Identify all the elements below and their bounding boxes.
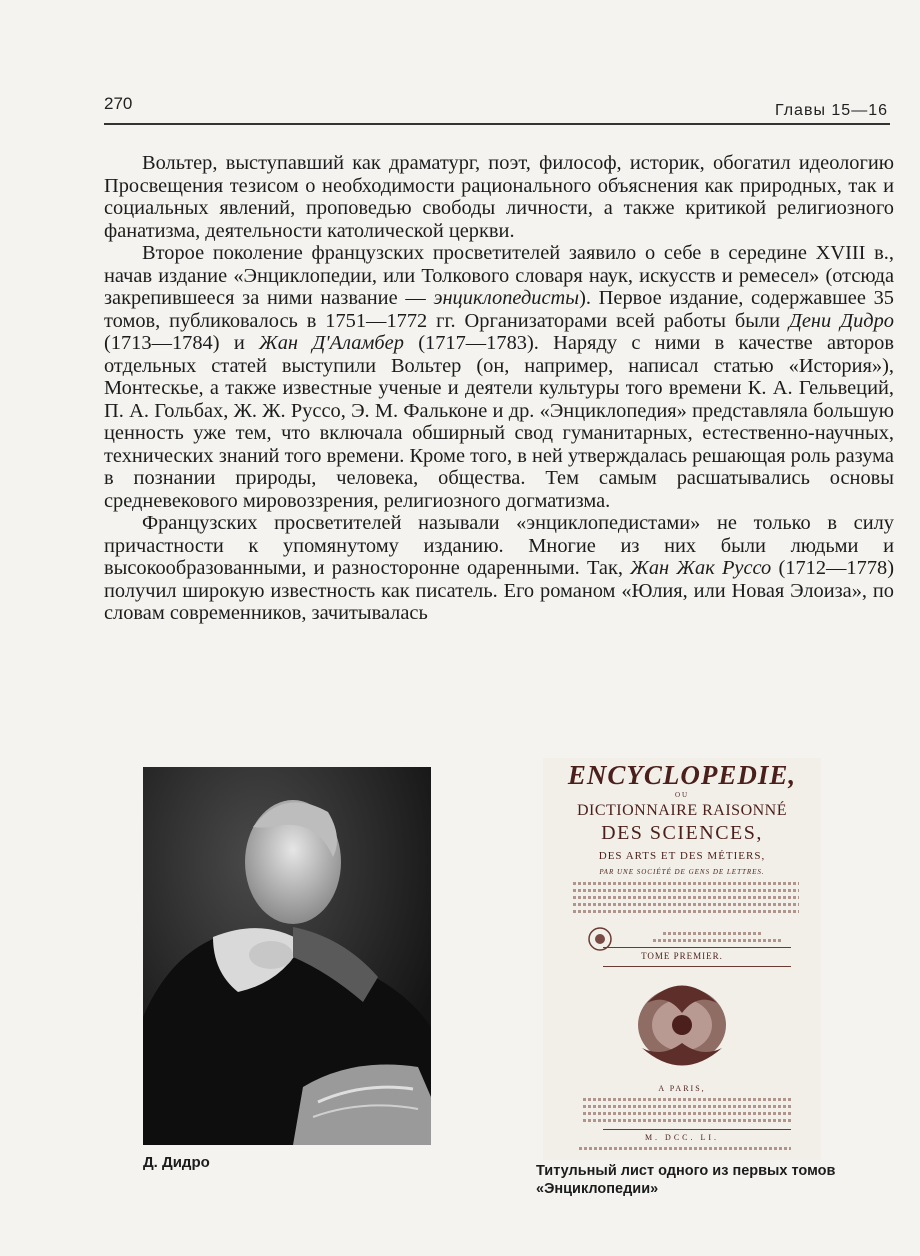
title-page-epigraph: [663, 932, 761, 935]
title-page-fine-print: [573, 910, 799, 913]
title-page-line-4: DES SCIENCES,: [601, 822, 763, 844]
title-page-line-6: PAR UNE SOCIÉTÉ DE GENS DE LETTRES.: [599, 868, 765, 876]
title-page-rule: [603, 947, 791, 948]
title-page-epigraph: [653, 939, 781, 942]
title-page-fine-print: [573, 903, 799, 906]
title-page-fine-print: [573, 896, 799, 899]
paragraph-encyclopedia: [104, 242, 894, 512]
paragraph-3-text-b: (1712—1778) получил широкую известность как писатель. Его романом «Юлия, или Новая Элоиза», по словам современников, зачитывалась: [104, 557, 895, 624]
name-dalembert: Жан Д'Аламбер: [259, 332, 404, 354]
portrait-illustration: [143, 767, 431, 1145]
term-encyclopedists: энциклопедисты: [433, 287, 580, 309]
paragraph-voltaire: [104, 152, 894, 242]
vignette-ornament-icon: [627, 973, 737, 1073]
page-number: 270: [104, 94, 133, 113]
title-page-privilege: [579, 1147, 791, 1150]
body-text: [104, 152, 894, 625]
name-diderot: Дени Дидро: [788, 309, 894, 332]
paragraph-encyclopedists: [104, 512, 894, 625]
title-page-year: M. DCC. LI.: [644, 1133, 720, 1142]
title-page-line-1: ENCYCLOPEDIE,: [567, 760, 797, 790]
page-header: [104, 92, 890, 124]
title-page-rule: [603, 966, 791, 967]
title-page-line-5: DES ARTS ET DES MÉTIERS,: [598, 850, 766, 862]
portrait-caption: Д. Дидро: [143, 1154, 210, 1171]
paragraph-2-text-a: Второе поколение французских просветителей заявило о себе в середине XVIII в., начав издание «Энциклопедии, или Толкового словаря наук, искусств и ремесел» (отсюда закрепившееся за ними название —: [104, 242, 894, 309]
paragraph-2-text-c: (1713—1784) и: [104, 332, 260, 354]
header-rule: [104, 123, 890, 125]
title-page-tome: TOME PREMIER.: [641, 951, 723, 961]
title-page-caption: Титульный лист одного из первых томов «Энциклопедии»: [536, 1163, 836, 1197]
title-page-publishers: [583, 1119, 793, 1122]
title-page-fine-print: [573, 889, 799, 892]
title-page-line-3: DICTIONNAIRE RAISONNÉ: [576, 802, 788, 819]
title-page-line-2: OU: [674, 791, 690, 799]
title-page-publishers: [583, 1105, 793, 1108]
title-page-city: A PARIS,: [658, 1084, 706, 1093]
title-page-publishers: [583, 1112, 793, 1115]
printer-seal-icon: [587, 926, 613, 952]
title-page-publishers: [583, 1098, 793, 1101]
diderot-portrait: [143, 767, 431, 1145]
running-head: Главы 15—16: [774, 102, 888, 119]
paragraph-2-text-d: (1717—1783). Наряду с ними в качестве авторов отдельных статей выступили Вольтер (он, например, написал статью «История»), Монтескье, а также известные ученые и деятели культуры того времени К. А. Гельвеций, П. А. Гольбах, Ж. Ж. Руссо, Э. М. Фальконе и др. «Энциклопедия» представляла большую ценность уже тем, что включала обширный свод гуманитарных, естественно-научных, технических знаний того времени. Кроме того, в ней утверждалась решающая роль разума в познании природы, человека, общества. Тем самым расшатывались основы средневекового мировоззрения, религиозного догматизма.: [104, 332, 894, 512]
title-page-fine-print: [573, 882, 799, 885]
paragraph-2-text-b: ). Первое издание, содержавшее 35 томов, публиковалось в 1751—1772 гг. Организаторами всей работы были: [104, 287, 895, 332]
paragraph-3-text-a: Французских просветителей называли «энциклопедистами» не только в силу причастности к упомянутому изданию. Многие из них были людьми и высокообразованными, и разносторонне одаренными. Так,: [104, 512, 894, 579]
paragraph-1-text: Вольтер, выступавший как драматург, поэт, философ, историк, обогатил идеологию Просвещения тезисом о необходимости рационального объяснения как природных, так и социальных явлений, проповедью свободы личности, а также критикой религиозного фанатизма, деятельности католической церкви.: [104, 152, 894, 242]
encyclopedie-title-page: [543, 758, 821, 1160]
name-rousseau: Жан Жак Руссо: [630, 557, 772, 579]
title-page-rule: [603, 1129, 791, 1130]
